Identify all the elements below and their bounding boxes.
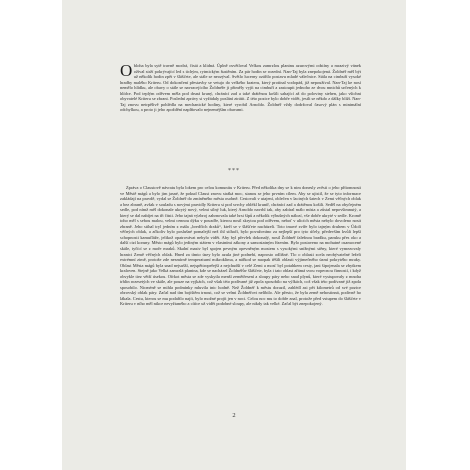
page-number: 2: [232, 412, 236, 419]
drop-cap: O: [120, 61, 133, 80]
opening-paragraph-text: bloha byla sytě travně modrá, čistá a klidná. Úplně osvětloval Velkou zamrzlou planinu azurovými odstíny a mrazivý vánek ožíval strží pokrývající led s tichým, rytmickým šustěním. Za pár hodin se rozední. Nan-Taj byla znepokojená. Žoldnéř měl být už několik hodin zpět v šlášťete, ale stále se neozýval. Světlo lucerny ozářilo postavu mladé válečnice. Stála na cimbuří vysoké hradby malého Kriteru. Od dokončení přestavby se vetujo do velkého krateru, který protínal vodopád, již nepoužíval. Nan-Taj ke nosí nemělo hlídku, ale obavy o stále se navracejícího Žoldnéře ji přiměly vyjít na cimbuří a zastoupit jednoho ze dvou mnichů určených k hlídce. Pod teplým oděvem měla pod drsná kruný, chránící zad a také drátěnou košili sahající až do poloviny stehen, jako všichni obyvatelé Kriteru se zbrani. Poslední zprávy si vyžádaly poslání ztrátit. Z této pozice bylo dobře vidět, jestli se někdo z dálky blíží. Nan-Taj znovu netrpělivě pohlédla na mechanické hodiny, které vyrobil Arnoldo. Žoldnéř vždy dodržoval časový plán s minimální odchylkou, a proto ji jeho zpoždění naplňovalo nejneméjším obavami.: [120, 63, 361, 113]
opening-paragraph: [120, 63, 361, 113]
document-page: [62, 0, 406, 470]
section-separator: ***: [228, 168, 240, 174]
body-paragraph: Zpráva o Claustově návratu byla lokem pro celou komunitu v Kriteru. Před několika dny se k nim donesly zvěsti o jeho přítomnosti ve Městě mágů a bylo jim jasné, že pokud Claust znovu stráká moc, stanou se jeho prvním cílem. Aby se ujistil, že se tyto informace zakládají na pravdě, vydal se Žoldnéř do zmíněného města osobně. Cestovali v utajení, oblečen v laciných šatech v Zemi věčných oblak a bez zbraně, avšak v souladu s novými pravidly Kriteru si pod svrchy oblékl kruníř, chránící zad a drátěnou košili. Seděl na obyčejném sedle, pod nímž měl dokonale ukrytý nový, velmi silný luk, který Arnoldo navrhl tak, aby zabíral málo místa a zůstal nepovšimnutý, a který se dal nabíjet na tři části. Jeho tajná výzbroj zahrnovala také hrst šípů a několik výbušných nálozí, vše dobře ukryté v sedle. Kromě toho měl s sebou malou, velmi cennou dýku v pouzdře, kterou nosil skrytou pod oděvem, neboť v ulicích města nebylo dovoleno nosit zbraně. Jeho stihal tryl jedním z mála „bredčích draků“, kteří se v šlášťete nacházeli. Toto tmavé zvíře bylo tajným druhem v Údolí věčných oblak, a ačkoliv bylo poslušné pomalejší než ihl stíhačí, bylo považováno za nejlepší pro tyto účely, především kvůli lepší schopnosti kamufláže, jelikož opatrovávat nebylo vidět. Aby byl převlek dokonalý, nosil Žoldnéř falešnou bradku, paruku přes oko a další cizí koruny. Město mágů bylo jediným státem v vlastními zákony a samostatným řízením. Bylo postaveno na mohutné osamocené skále, tyčící se z moře mraků. Skalní masiv byl spojen pevným opevněným mostem s vysokými snížnými stěny, které vymezovaly hranici Země věčných oblak. Hned za tímto úsey bylo azula jiné podnebí, naprosto odlišné. Tlo o oblasti zcela neobývatelné leželi extrémní zimě, protože zde nesmírně temperaturní mikroklima, a nářkod se naopak těšili oblasti výjimečného úzmí pokrytého mraky. Oblast Města mágů byla snad nejsušší, nejspěttropeřejší a nejchudší v celé Zemi a mosť byl potahkem cesty, jani šipojenala se zbytkem kraloven. Stejně jako Velká zamrzlá planina, kde se nacházel Žoldnéřův šlášťete, byla i tato oblast zřámá svou vopecnou činností, i když obvykle tiez větší úsekou. Ofrkot města se zde vyskytla menší zemětřesení a sloupy páry nebo snad plynů, které vystupovaly z mnoha trhlin rozesetých ve skále, ale pouze na vyjkách, což však této podívané již zpola sposobilo na výlkách, což však této podívané již zpola sposobilo. Nicméně se mihla podmínky mluvila tnic hodně. Než Žoldnéř k městu dorazil, zahlédl asi pět kilometrů od své pozice obrovský oblak páry. Začal nad tím bojištěm trnout, což se velmi Žoldnéřovi nelíbilo. Ale přesto, že byla země nehostinná, podivně ho lákala. Cestu, kterou se mu podařilo najít, bylo možné projít jen v noci. Celou noc mu to dobře znal, protože před vstupem do šlášťete v Kriteru v ního měl nikce nevyžtaného a cítíce už vidět podobné sloupy, ale nikdy tak velké. Začal být znepokojený.: [120, 185, 361, 307]
